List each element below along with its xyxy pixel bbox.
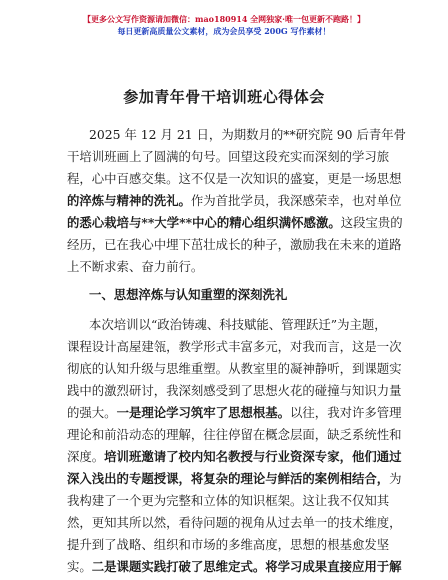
section-heading bbox=[89, 288, 287, 302]
body-text-line bbox=[67, 538, 389, 552]
text-span: 上不断求索、奋力前行。 bbox=[67, 259, 204, 274]
text-span: 经历，已在我心中埋下茁壮成长的种子，激励我在未来的道路 bbox=[67, 237, 402, 252]
body-text-line bbox=[67, 260, 203, 274]
text-span: 提升到了战略、组织和市场的多维高度，思想的根基愈发坚 bbox=[67, 537, 390, 552]
body-text-line bbox=[67, 216, 403, 230]
body-text-line bbox=[67, 362, 402, 376]
body-text-line bbox=[67, 238, 402, 252]
bold-text: 二是课题实践打破了思维定式。将学习成果直接应用于解 bbox=[91, 559, 402, 574]
body-text-line bbox=[67, 194, 402, 208]
body-text-line bbox=[67, 384, 402, 398]
bold-text: 的悉心栽培与**大学**中心的精心组织满怀感激。 bbox=[67, 215, 341, 230]
body-text-line bbox=[67, 560, 402, 574]
body-text-line bbox=[89, 128, 406, 142]
body-text-line bbox=[67, 150, 389, 164]
body-text-line bbox=[67, 494, 389, 508]
body-text-line bbox=[67, 450, 402, 464]
text-span: 然，更知其所以然，看待问题的视角从过去单一的技术维度， bbox=[67, 515, 402, 530]
body-text-line bbox=[67, 340, 402, 354]
bold-text: 一是理论学习筑牢了思想根基。 bbox=[116, 405, 291, 420]
document-title: 参加青年骨干培训班心得体会 bbox=[123, 88, 325, 106]
body-text-line bbox=[67, 428, 402, 442]
bold-text: 的淬炼与精神的洗礼。 bbox=[67, 193, 191, 208]
text-span: 的强大。 bbox=[67, 405, 117, 420]
text-span: 课程设计高屋建瓴，教学形式丰富多元，对我而言，这是一次 bbox=[67, 339, 402, 354]
text-span: 以往，我对许多管理 bbox=[290, 405, 402, 420]
text-span: 实。 bbox=[67, 559, 92, 574]
bold-text: 培训班邀请了校内知名教授与行业资深专家，他们通过 bbox=[104, 449, 402, 464]
text-span: 2025 年 12 月 21 日，为期数月的**研究院 90 后青年骨 bbox=[89, 127, 407, 142]
promo-banner-top: 【更多公文写作资源请加微信：mao180914 全网独家·唯一包更新不跑路！】 bbox=[83, 14, 365, 24]
body-text-line bbox=[67, 472, 402, 486]
body-text-line bbox=[67, 516, 402, 530]
text-span: 为 bbox=[389, 471, 402, 486]
promo-banner-bottom: 每日更新高质量公文素材，成为会员享受 200G 写作素材！ bbox=[117, 26, 331, 36]
text-span: 我构建了一个更为完整和立体的知识框架。这让我不仅知其 bbox=[67, 493, 390, 508]
text-span: 干培训班画上了圆满的句号。回望这段充实而深刻的学习旅 bbox=[67, 149, 390, 164]
text-span: 践中的激烈研讨，我深刻感受到了思想火花的碰撞与知识力量 bbox=[67, 383, 402, 398]
body-text-line bbox=[67, 172, 402, 186]
text-span: 这段宝贵的 bbox=[340, 215, 403, 230]
text-span: 深度。 bbox=[67, 449, 105, 464]
body-text-line bbox=[67, 406, 402, 420]
text-span: 理论和前沿动态的理解，往往停留在概念层面，缺乏系统性和 bbox=[67, 427, 402, 442]
bold-text: 一、思想淬炼与认知重塑的深刻洗礼 bbox=[89, 287, 288, 302]
text-span: 作为首批学员，我深感荣幸，也对单位 bbox=[190, 193, 402, 208]
text-span: 本次培训以“政治铸魂、科技赋能、管理跃迁”为主题， bbox=[89, 317, 387, 332]
body-text-line bbox=[89, 318, 387, 332]
text-span: 彻底的认知升级与思维重塑。从教室里的凝神静听，到课题实 bbox=[67, 361, 402, 376]
bold-text: 深入浅出的专题授课，将复杂的理论与鲜活的案例相结合， bbox=[67, 471, 390, 486]
text-span: 程，心中百感交集。这不仅是一次知识的盛宴，更是一场思想 bbox=[67, 171, 402, 186]
